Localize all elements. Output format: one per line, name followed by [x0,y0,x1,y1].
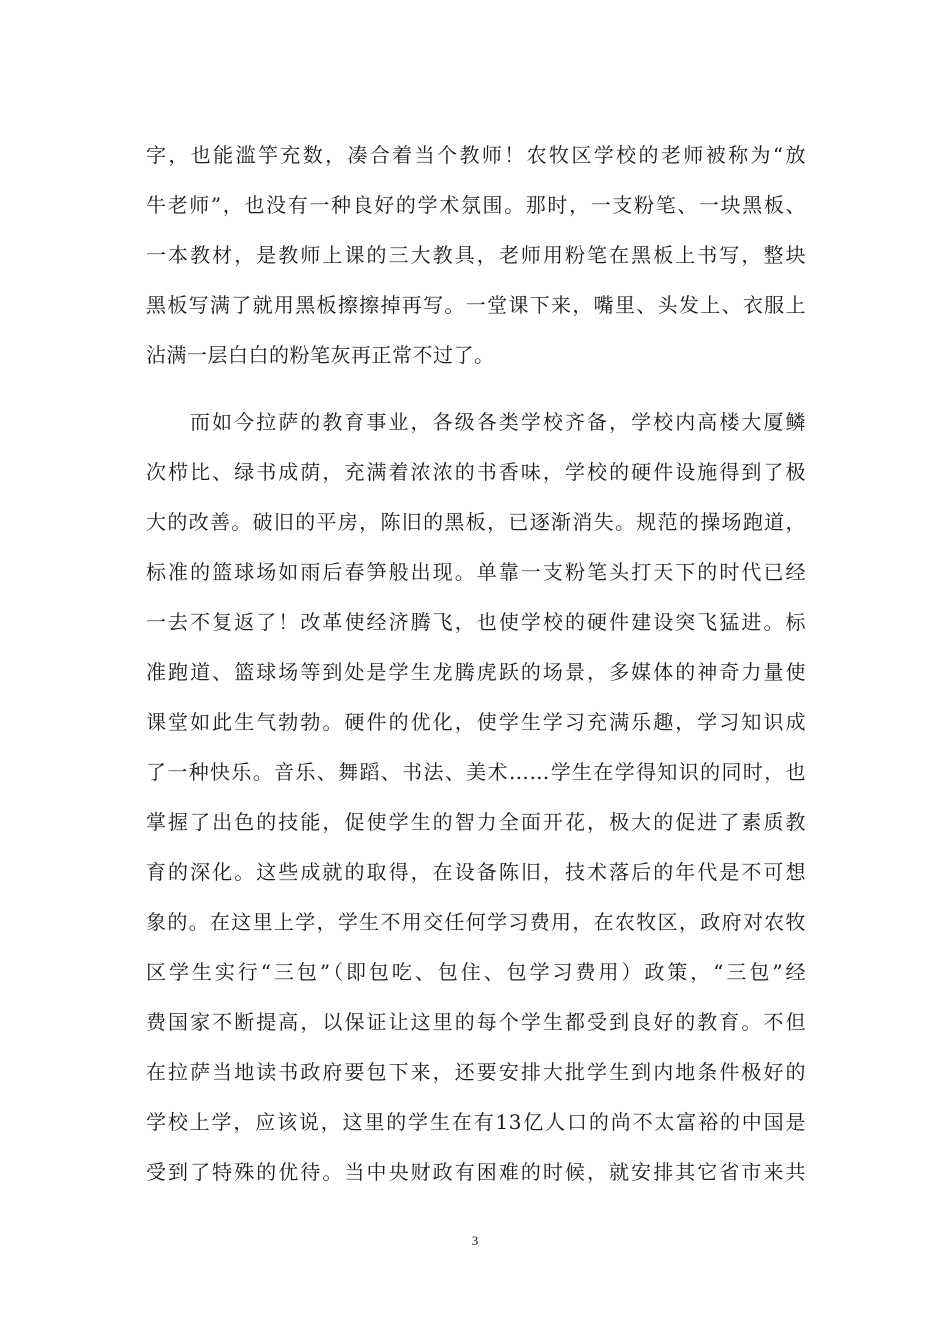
paragraph-line: 黑板写满了就用黑板擦擦掉再写。一堂课下来，嘴里、头发上、衣服上 [146,293,806,317]
paragraph-line: 字，也能滥竽充数，凑合着当个教师！农牧区学校的老师被称为“放 [146,143,806,167]
paragraph-line: 准跑道、篮球场等到处是学生龙腾虎跃的场景，多媒体的神奇力量使 [146,660,806,684]
paragraph-line: 费国家不断提高，以保证让这里的每个学生都受到良好的教育。不但 [146,1010,806,1034]
paragraph-line: 沾满一层白白的粉笔灰再正常不过了。 [146,343,495,367]
paragraph-line: 一本教材，是教师上课的三大教具，老师用粉笔在黑板上书写，整块 [146,243,806,267]
paragraph-line: 掌握了出色的技能，促使学生的智力全面开花，极大的促进了素质教 [146,810,806,834]
paragraph-line: 在拉萨当地读书政府要包下来，还要安排大批学生到内地条件极好的 [146,1060,806,1084]
paragraph-1 [146,130,806,380]
paragraph-line: 次栉比、绿书成荫，充满着浓浓的书香味，学校的硬件设施得到了极 [146,460,806,484]
paragraph-line: 育的深化。这些成就的取得，在设备陈旧，技术落后的年代是不可想 [146,860,806,884]
paragraph-line: 区学生实行“三包”（即包吃、包住、包学习费用）政策，“三包”经 [146,960,806,984]
paragraph-line: 而如今拉萨的教育事业，各级各类学校齐备，学校内高楼大厦鳞 [190,410,806,434]
paragraph-line: 大的改善。破旧的平房，陈旧的黑板，已逐渐消失。规范的操场跑道， [146,510,806,534]
paragraph-line: 了一种快乐。音乐、舞蹈、书法、美术……学生在学得知识的同时，也 [146,760,806,784]
paragraph-line: 牛老师”，也没有一种良好的学术氛围。那时，一支粉笔、一块黑板、 [146,193,806,217]
paragraph-line: 标准的篮球场如雨后春笋般出现。单靠一支粉笔头打天下的时代已经 [146,560,806,584]
page-number: 3 [471,1233,479,1248]
paragraph-line: 受到了特殊的优待。当中央财政有困难的时候，就安排其它省市来共 [146,1160,806,1184]
paragraph-line: 学校上学，应该说，这里的学生在有13亿人口的尚不太富裕的中国是 [146,1110,806,1134]
paragraph-line: 课堂如此生气勃勃。硬件的优化，使学生学习充满乐趣，学习知识成 [146,710,806,734]
paragraph-2 [146,397,806,1197]
paragraph-line: 一去不复返了！改革使经济腾飞，也使学校的硬件建设突飞猛进。标 [146,610,806,634]
paragraph-line: 象的。在这里上学，学生不用交任何学习费用，在农牧区，政府对农牧 [146,910,806,934]
